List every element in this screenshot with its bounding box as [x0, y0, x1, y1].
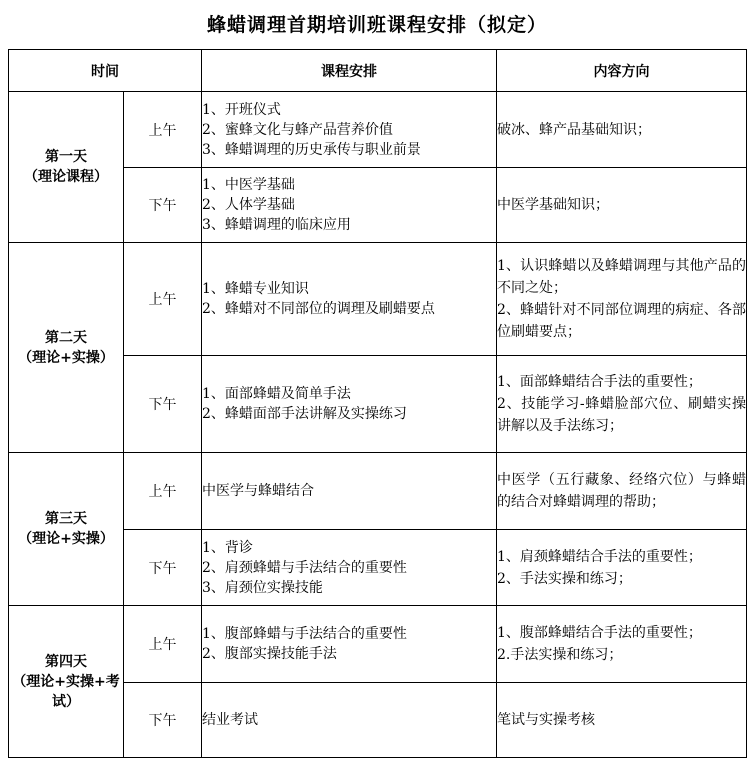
course-item: 3、蜂蜡调理的临床应用 — [202, 217, 351, 233]
course-item: 2、人体学基础 — [202, 197, 295, 213]
course-item: 2、蜂蜡对不同部位的调理及刷蜡要点 — [202, 301, 435, 317]
direction-item: 2、技能学习-蜂蜡脸部穴位、刷蜡实操讲解以及手法练习； — [497, 396, 746, 434]
course-item: 结业考试 — [202, 712, 258, 728]
session-label: 上午 — [124, 243, 202, 356]
header-row — [9, 50, 747, 92]
content-direction — [497, 530, 747, 606]
day-cell — [9, 243, 124, 453]
day-cell — [9, 606, 124, 758]
schedule-table — [8, 49, 747, 758]
table-row — [9, 92, 747, 168]
content-direction — [497, 168, 747, 243]
header-course: 课程安排 — [202, 50, 497, 92]
direction-item: 破冰、蜂产品基础知识； — [497, 121, 651, 138]
course-content — [202, 453, 497, 530]
course-item: 1、中医学基础 — [202, 177, 295, 193]
session-label: 上午 — [124, 606, 202, 683]
table-row — [9, 243, 747, 356]
day-name: 第四天 — [45, 653, 87, 670]
course-content — [202, 530, 497, 606]
course-item: 2、腹部实操技能手法 — [202, 646, 337, 662]
course-item: 2、肩颈蜂蜡与手法结合的重要性 — [202, 559, 407, 576]
table-row — [9, 453, 747, 530]
content-direction — [497, 356, 747, 453]
course-item: 2、蜜蜂文化与蜂产品营养价值 — [202, 121, 393, 138]
direction-item: 中医学基础知识； — [497, 197, 609, 213]
session-label: 上午 — [124, 92, 202, 168]
content-direction — [497, 453, 747, 530]
course-item: 2、蜂蜡面部手法讲解及实操练习 — [202, 406, 407, 422]
course-content — [202, 606, 497, 683]
direction-item: 中医学（五行藏象、经络穴位）与蜂蜡的结合对蜂蜡调理的帮助； — [497, 472, 746, 510]
header-time: 时间 — [9, 50, 202, 92]
table-row — [9, 606, 747, 683]
course-item: 3、蜂蜡调理的历史承传与职业前景 — [202, 141, 421, 158]
session-label: 下午 — [124, 168, 202, 243]
header-direction: 内容方向 — [497, 50, 747, 92]
direction-item: 2、手法实操和练习； — [497, 570, 632, 587]
course-item: 3、肩颈位实操技能 — [202, 579, 323, 596]
course-item: 1、腹部蜂蜡与手法结合的重要性 — [202, 626, 407, 642]
day-type: （理论+实操+考试） — [12, 673, 120, 710]
page-title: 蜂蜡调理首期培训班课程安排（拟定） — [206, 14, 547, 36]
content-direction — [497, 243, 747, 356]
content-direction — [497, 683, 747, 758]
course-content — [202, 356, 497, 453]
course-item: 1、背诊 — [202, 539, 253, 556]
direction-item: 1、肩颈蜂蜡结合手法的重要性； — [497, 548, 702, 565]
course-content — [202, 243, 497, 356]
session-label: 下午 — [124, 356, 202, 453]
direction-item: 笔试与实操考核 — [497, 712, 595, 728]
day-type: （理论+实操） — [18, 531, 114, 547]
content-direction — [497, 92, 747, 168]
session-label: 上午 — [124, 453, 202, 530]
course-content — [202, 92, 497, 168]
content-direction — [497, 606, 747, 683]
course-item: 1、蜂蜡专业知识 — [202, 281, 309, 297]
direction-item: 1、腹部蜂蜡结合手法的重要性； — [497, 625, 702, 641]
direction-item: 1、面部蜂蜡结合手法的重要性； — [497, 374, 702, 390]
day-name: 第二天 — [45, 329, 87, 346]
direction-item: 2、蜂蜡针对不同部位调理的病症、各部位刷蜡要点； — [497, 302, 746, 340]
day-name: 第三天 — [45, 511, 87, 527]
day-type: （理论+实操） — [18, 349, 114, 366]
course-item: 1、开班仪式 — [202, 101, 281, 118]
course-content — [202, 683, 497, 758]
day-cell — [9, 453, 124, 606]
day-name: 第一天 — [45, 149, 87, 165]
direction-item: 1、认识蜂蜡以及蜂蜡调理与其他产品的不同之处； — [497, 258, 746, 296]
day-cell — [9, 92, 124, 243]
session-label: 下午 — [124, 530, 202, 606]
direction-item: 2.手法实操和练习； — [497, 647, 623, 663]
day-type: （理论课程） — [24, 169, 108, 185]
course-item: 1、面部蜂蜡及简单手法 — [202, 386, 351, 402]
course-content — [202, 168, 497, 243]
course-item: 中医学与蜂蜡结合 — [202, 483, 314, 499]
session-label: 下午 — [124, 683, 202, 758]
